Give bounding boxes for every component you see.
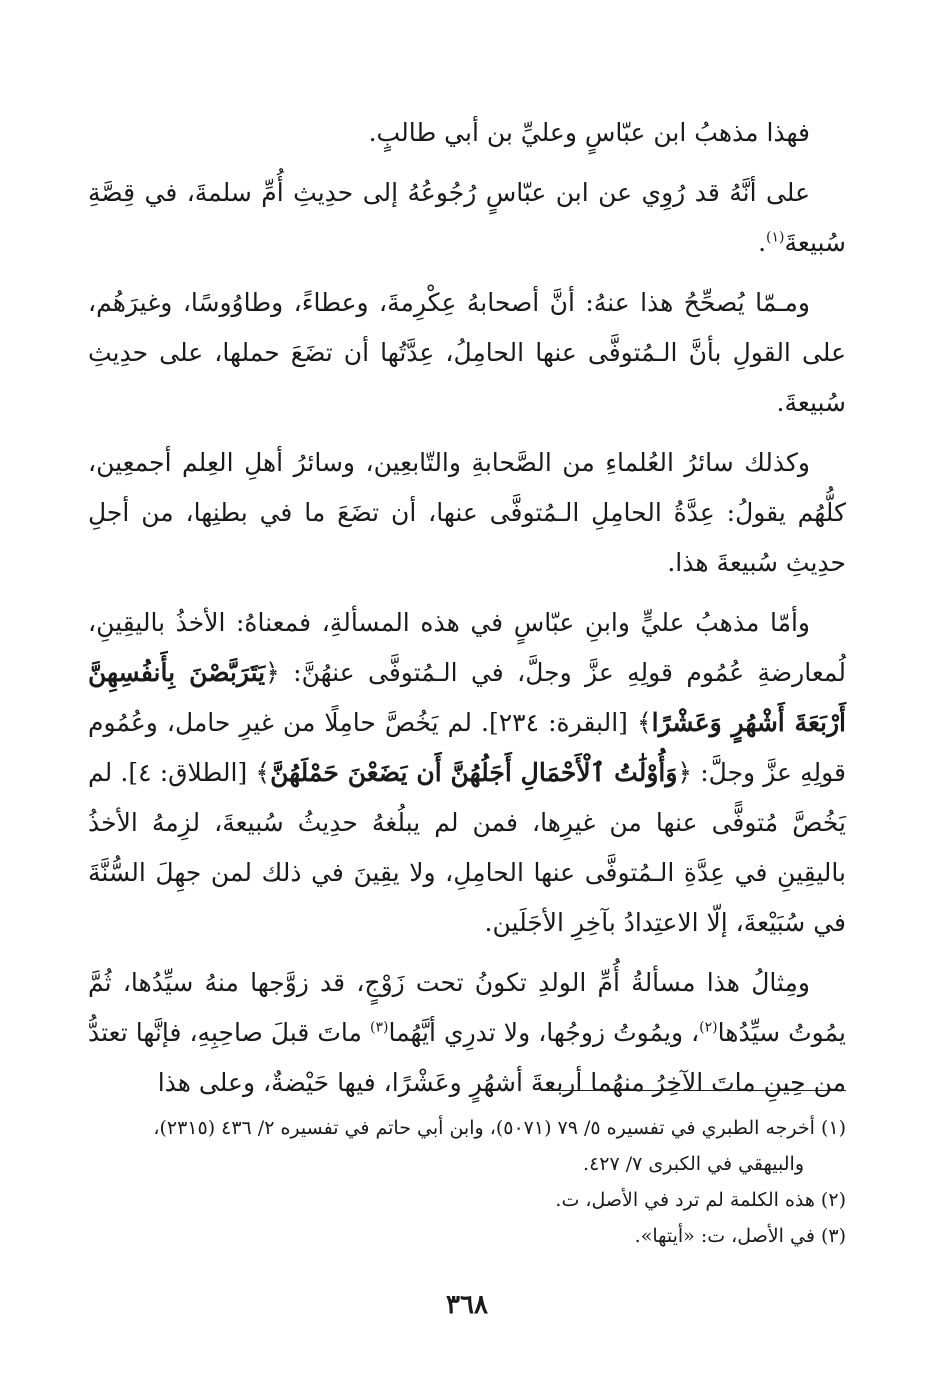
paragraph-2-end: . (758, 228, 767, 257)
footnote-3-text: (٣) في الأصل، ت: «أيتها». (634, 1225, 846, 1247)
footnote-3 (88, 1218, 846, 1254)
paragraph-3 (88, 278, 846, 428)
quran-verse-baqarah: يَتَرَبَّصْنَ بِأَنفُسِهِنَّ أَرْبَعَةَ أَشْهُرٍ وَعَشْرًا (88, 658, 847, 737)
page-number: ٣٦٨ (446, 1290, 488, 1320)
footnote-ref-1: (١) (766, 229, 785, 246)
footnote-ref-2: (٢) (699, 1019, 718, 1036)
paragraph-5-text-c: [الطلاق: ٤]. لم يَخُصَّ مُتوفًّى عنها من غيرِها، فمن لم يبلُغهُ حدِيثُ سُبيعةَ، لزِمهُ الأخذُ باليقِينِ في عِدَّةِ الـمُتوفَّى عنها الحامِلِ، ولا يقِينَ في ذلك لمن جهِلَ السُّنَّةَ في سُبَيْعةَ، إلّا الاعتِدادُ بآخِرِ الأجَلَين. (88, 758, 846, 937)
paragraph-1-text: فهذا مذهبُ ابن عبّاسٍ وعليِّ بن أبي طالبٍ. (368, 118, 810, 147)
book-page (88, 108, 846, 1328)
paragraph-1 (88, 108, 846, 158)
paragraph-5 (88, 598, 846, 948)
footnote-1-line-1: (١) أخرجه الطبري في تفسيره ٥/ ٧٩ (٥٠٧١)، وابن أبي حاتم في تفسيره ٢/ ٤٣٦ (٢٣١٥)، (153, 1117, 846, 1139)
footnotes (88, 1110, 846, 1254)
footnote-1 (88, 1110, 846, 1182)
paragraph-2 (88, 168, 846, 268)
main-text (88, 108, 846, 1108)
paragraph-6-text-c: ماتَ قبلَ صاحِبِهِ، فإنَّها تعتدُّ من حِينِ ماتَ الآخِرُ منهُما أربعةَ أشهُرٍ وعَشْرًا، فيها حَيْضةٌ، وعلى هذا (88, 1018, 846, 1097)
quran-bracket-open-2: ﴿ (677, 758, 693, 787)
paragraph-6-text-a: ومِثالُ هذا مسألةُ أُمِّ الولدِ تكونُ تحت زَوْجٍ، قد زوَّجها منهُ سيِّدُها، ثُمَّ يمُوتُ سيِّدُها (88, 968, 846, 1047)
quran-verse-talaq: وَأُوْلَٰتُ ٱلْأَحْمَالِ أَجَلُهُنَّ أَن يَضَعْنَ حَمْلَهُنَّ (270, 758, 678, 787)
paragraph-4 (88, 438, 846, 588)
footnote-separator (541, 1090, 846, 1091)
paragraph-6 (88, 958, 846, 1108)
paragraph-2-text: على أنَّهُ قد رُوِي عن ابن عبّاسٍ رُجُوعُهُ إلى حدِيثِ أُمِّ سلمةَ، في قِصَّةِ سُبيعةَ (88, 178, 846, 257)
paragraph-4-text: وكذلك سائرُ العُلماءِ من الصَّحابةِ والتّابعِين، وسائرُ أهلِ العِلم أجمعِين، كلُّهُم يقولُ: عِدَّةُ الحامِلِ الـمُتوفَّى عنها، أن تضَعَ ما في بطنِها، من أجلِ حدِيثِ سُبيعةَ هذا. (88, 448, 846, 577)
footnote-2-text: (٢) هذه الكلمة لم ترد في الأصل، ت. (555, 1189, 846, 1211)
footnote-1-line-2: والبيهقي في الكبرى ٧/ ٤٢٧. (583, 1153, 804, 1175)
paragraph-5-text-b: [البقرة: ٢٣٤]. لم يَخُصَّ حامِلًا من غيرِ حامل، وعُمُوم قولِهِ عزَّ وجلَّ: (88, 708, 846, 787)
paragraph-3-text: ومـمّا يُصحِّحُ هذا عنهُ: أنَّ أصحابهُ عِكْرِمةَ، وعطاءً، وطاوُوسًا، وغيرَهُم، على القولِ بأنَّ الـمُتوفَّى عنها الحامِلُ، عِدَّتُها أن تضَعَ حملها، على حدِيثِ سُبيعةَ. (88, 288, 846, 417)
quran-bracket-open-1: ﴿ (265, 658, 280, 687)
paragraph-5-text-a: وأمّا مذهبُ عليٍّ وابنِ عبّاسٍ في هذه المسألةِ، فمعناهُ: الأخذُ باليقِينِ، لُمعارضةِ عُمُوم قولِهِ عزَّ وجلَّ، في الـمُتوفَّى عنهُنَّ: (88, 608, 846, 687)
paragraph-6-text-b: ، ويمُوتُ زوجُها، ولا تدرِي أيَّهُما (388, 1018, 700, 1047)
footnote-ref-3: (٣) (369, 1019, 389, 1036)
quran-bracket-close-2: ﴾ (255, 758, 271, 787)
footnote-2 (88, 1182, 846, 1218)
quran-bracket-close-1: ﴾ (637, 708, 652, 737)
